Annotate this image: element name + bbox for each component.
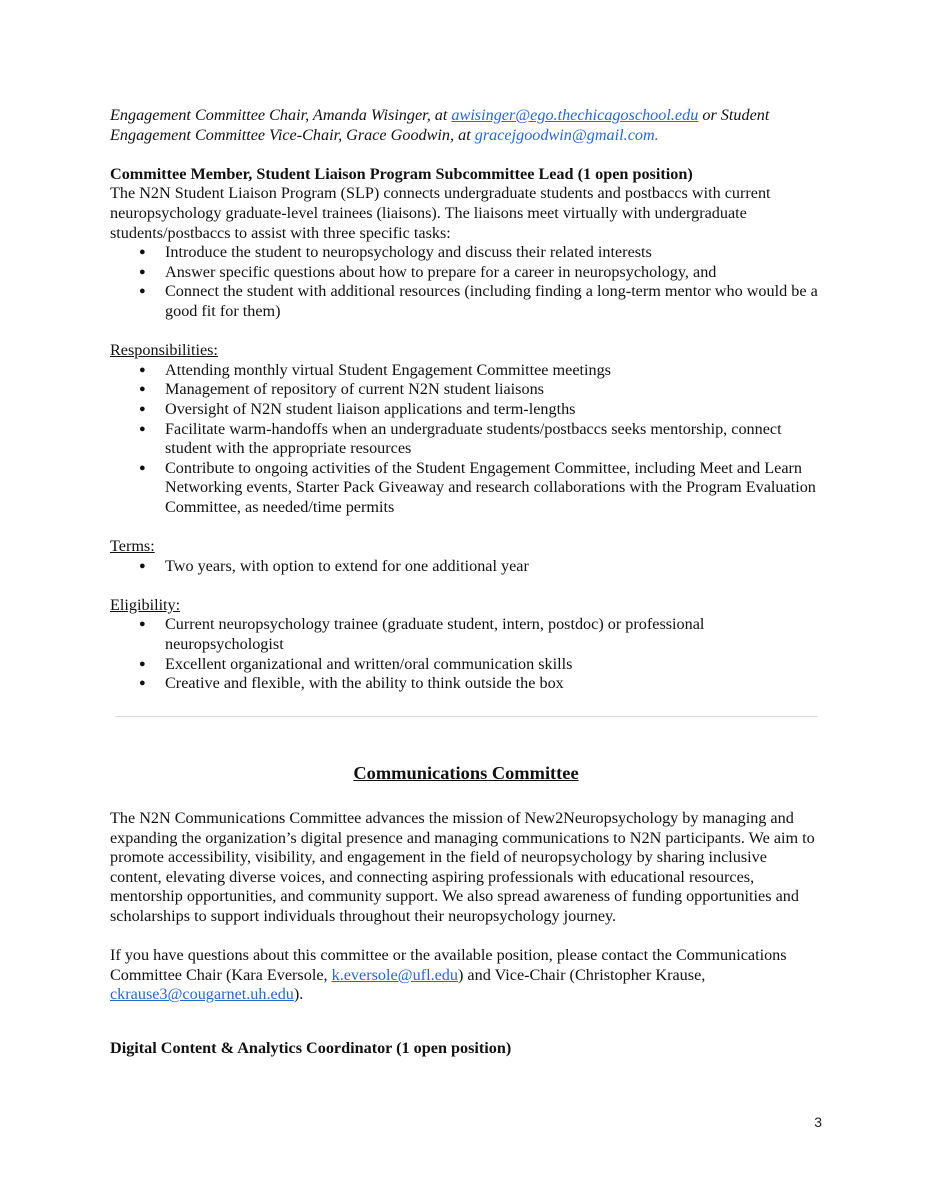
- digital-content-coordinator-heading: Digital Content & Analytics Coordinator (1 open position): [110, 1039, 512, 1057]
- communications-contact-paragraph: [110, 946, 822, 1005]
- email-link-awisinger[interactable]: awisinger@ego.thechicagoschool.edu: [451, 106, 699, 124]
- list-item: ● Introduce the student to neuropsychology and discuss their related interests: [165, 243, 822, 263]
- contact-text-2: ) and Vice-Chair (Christopher Krause,: [458, 965, 706, 984]
- list-item: ● Management of repository of current N2N student liaisons: [165, 380, 822, 400]
- email-link-keversole[interactable]: k.eversole@ufl.edu: [331, 965, 458, 984]
- slp-description: The N2N Student Liaison Program (SLP) connects undergraduate students and postbaccs with current neuropsychology graduate-level trainees (liaisons). The liaisons meet virtually with undergraduate students/postbaccs to assist with three specific tasks:: [110, 184, 771, 242]
- responsibilities-list: [110, 361, 822, 518]
- slp-task-list: [110, 243, 822, 321]
- slp-heading: Committee Member, Student Liaison Program Subcommittee Lead (1 open position): [110, 164, 693, 183]
- responsibilities-label: Responsibilities:: [110, 341, 218, 360]
- contact-text-1: If you have questions about this committee or the available position, please contact the Communications Committee Chair (Kara Eversole,: [110, 946, 787, 984]
- list-item: ● Facilitate warm-handoffs when an undergraduate students/postbaccs seeks mentorship, connect student with the appropriate resources: [165, 420, 822, 459]
- student-engagement-section: [110, 106, 822, 694]
- terms-label: Terms:: [110, 537, 155, 556]
- list-item: ● Attending monthly virtual Student Engagement Committee meetings: [165, 361, 822, 381]
- communications-section: [110, 809, 822, 1005]
- list-item: ● Creative and flexible, with the ability to think outside the box: [165, 674, 822, 694]
- page-number: 3: [814, 1114, 822, 1130]
- terms-list: [110, 557, 822, 577]
- contact-text-3: ).: [293, 985, 304, 1004]
- communications-mission: The N2N Communications Committee advances the mission of New2Neuropsychology by managing and expanding the organization’s digital presence and managing communications to N2N participants. We aim to promote accessibility, visibility, and engagement in the field of neuropsychology by sharing inclusive content, elevating diverse voices, and connecting aspiring professionals with educational resources, mentorship opportunities, and community support. We also spread awareness of funding opportunities and scholarships to support individuals throughout their neuropsychology journey.: [110, 809, 815, 925]
- intro-period: .: [654, 125, 659, 144]
- email-link-gracejgoodwin[interactable]: gracejgoodwin@gmail.com: [474, 125, 655, 144]
- list-item: ● Answer specific questions about how to prepare for a career in neuropsychology, and: [165, 263, 822, 283]
- list-item: ● Two years, with option to extend for one additional year: [165, 557, 822, 577]
- list-item: ● Current neuropsychology trainee (graduate student, intern, postdoc) or professional neuropsychologist: [165, 615, 822, 654]
- eligibility-list: [110, 615, 822, 693]
- list-item: ● Connect the student with additional resources (including finding a long-term mentor who would be a good fit for them): [165, 282, 822, 321]
- intro-text-1: Engagement Committee Chair, Amanda Wisinger, at: [110, 106, 452, 124]
- intro-text-2: or Student Engagement Committee Vice-Chair, Grace Goodwin, at: [110, 106, 770, 144]
- intro-contact-paragraph: [110, 106, 822, 145]
- email-link-ckrause[interactable]: ckrause3@cougarnet.uh.edu: [110, 985, 294, 1004]
- list-item: ● Contribute to ongoing activities of the Student Engagement Committee, including Meet and Learn Networking events, Starter Pack Giveaway and research collaborations with the Program Evaluation Committee, as needed/time permits: [165, 459, 822, 518]
- communications-committee-title: Communications Committee: [353, 763, 579, 783]
- eligibility-label: Eligibility:: [110, 595, 181, 614]
- list-item: ● Oversight of N2N student liaison applications and term-lengths: [165, 400, 822, 420]
- section-divider: [115, 716, 818, 717]
- list-item: ● Excellent organizational and written/oral communication skills: [165, 655, 822, 675]
